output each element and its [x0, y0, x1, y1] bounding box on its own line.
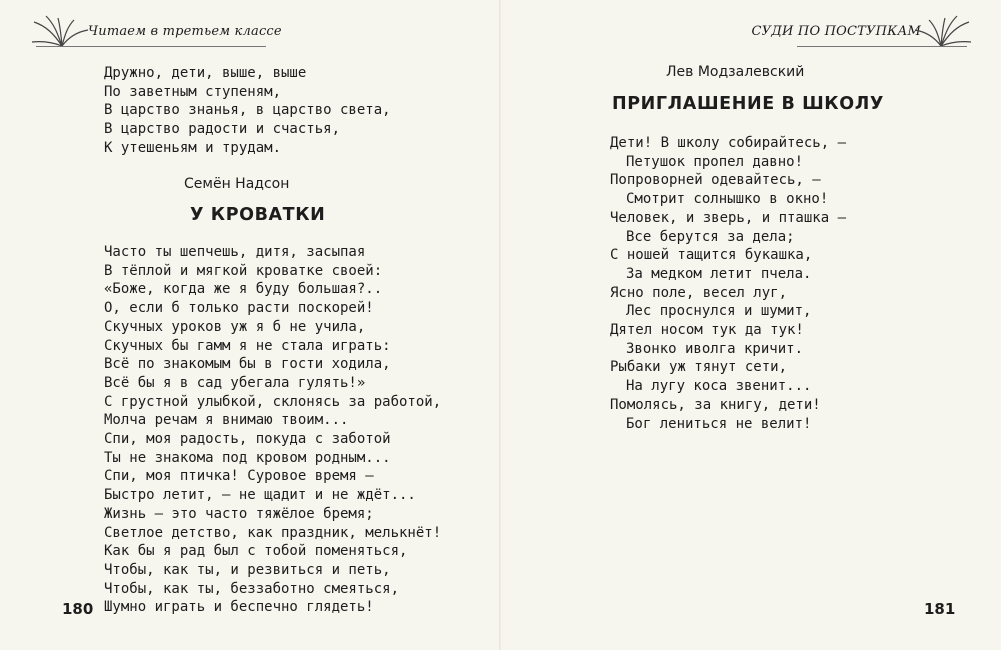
grass-sprig-icon — [911, 14, 971, 48]
poem-line: Ясно поле, весел луг, — [610, 284, 788, 301]
poem-line: О, если б только расти поскорей! — [104, 300, 374, 317]
poem-line: Дети! В школу собирайтесь, — — [610, 135, 847, 151]
left-page — [0, 0, 500, 650]
poem-line: Молча речам я внимаю твоим... — [104, 412, 349, 429]
poem-title: ПРИГЛАШЕНИЕ В ШКОЛУ — [612, 94, 884, 114]
stanza-ending — [104, 64, 391, 158]
poem-line: По заветным ступеням, — [104, 83, 282, 100]
running-head: СУДИ ПО ПОСТУПКАМ — [751, 24, 921, 39]
poem-line: Всё по знакомым бы в гости ходила, — [104, 356, 391, 373]
poem-line: Спи, моя радость, покуда с заботой — [104, 431, 391, 448]
poem-line: Ты не знакома под кровом родным... — [104, 449, 391, 466]
poem-line: В тёплой и мягкой кроватке своей: — [104, 262, 383, 279]
poem-line: За медком летит пчела. — [626, 265, 812, 282]
running-head: Читаем в третьем классе — [88, 24, 282, 39]
poem-line: Дружно, дети, выше, выше — [104, 65, 307, 81]
poem-title: У КРОВАТКИ — [190, 205, 326, 225]
poem-line: Дятел носом тук да тук! — [610, 322, 804, 339]
poem-line: Часто ты шепчешь, дитя, засыпая — [104, 244, 366, 260]
poem-line: Все берутся за дела; — [626, 228, 795, 245]
poem-line: В царство радости и счастья, — [104, 121, 341, 138]
poem-line: Бог лениться не велит! — [626, 415, 812, 432]
poem-line: С ношей тащится букашка, — [610, 247, 813, 264]
poem-line: Светлое детство, как праздник, мелькнёт! — [104, 524, 442, 541]
poem-line: Звонко иволга кричит. — [626, 340, 804, 357]
poem-author: Лев Модзалевский — [666, 64, 805, 80]
grass-sprig-icon — [32, 14, 92, 48]
poem-text — [610, 134, 846, 433]
poem-line: Человек, и зверь, и пташка — — [610, 209, 847, 226]
poem-line: Скучных бы гамм я не стала играть: — [104, 337, 391, 354]
poem-line: Попроворней одевайтесь, — — [610, 172, 821, 189]
poem-line: Скучных уроков уж я б не учила, — [104, 318, 366, 335]
poem-line: «Боже, когда же я буду большая?.. — [104, 281, 383, 298]
poem-line: В царство знанья, в царство света, — [104, 102, 391, 119]
poem-line: На лугу коса звенит... — [626, 378, 812, 395]
page-number: 180 — [62, 600, 94, 618]
poem-line: Чтобы, как ты, и резвиться и петь, — [104, 561, 391, 578]
poem-line: Как бы я рад был с тобой поменяться, — [104, 543, 408, 560]
poem-line: Лес проснулся и шумит, — [626, 303, 812, 320]
poem-line: С грустной улыбкой, склонясь за работой, — [104, 393, 442, 410]
poem-line: Смотрит солнышко в окно! — [626, 191, 829, 208]
poem-line: Спи, моя птичка! Суровое время — — [104, 468, 374, 485]
poem-line: Рыбаки уж тянут сети, — [610, 359, 788, 376]
poem-text — [104, 243, 441, 617]
header-rule — [797, 46, 967, 47]
poem-line: Петушок пропел давно! — [626, 153, 804, 170]
header-rule — [36, 46, 266, 47]
poem-author: Семён Надсон — [184, 176, 290, 192]
poem-line: Шумно играть и беспечно глядеть! — [104, 599, 374, 616]
poem-line: Всё бы я в сад убегала гулять!» — [104, 374, 366, 391]
page-number: 181 — [924, 600, 956, 618]
poem-line: Чтобы, как ты, беззаботно смеяться, — [104, 580, 400, 597]
poem-line: К утешеньям и трудам. — [104, 139, 282, 156]
poem-line: Помолясь, за книгу, дети! — [610, 396, 821, 413]
poem-line: Жизнь — это часто тяжёлое бремя; — [104, 505, 374, 522]
right-page — [500, 0, 1001, 650]
poem-line: Быстро летит, — не щадит и не ждёт... — [104, 487, 416, 504]
